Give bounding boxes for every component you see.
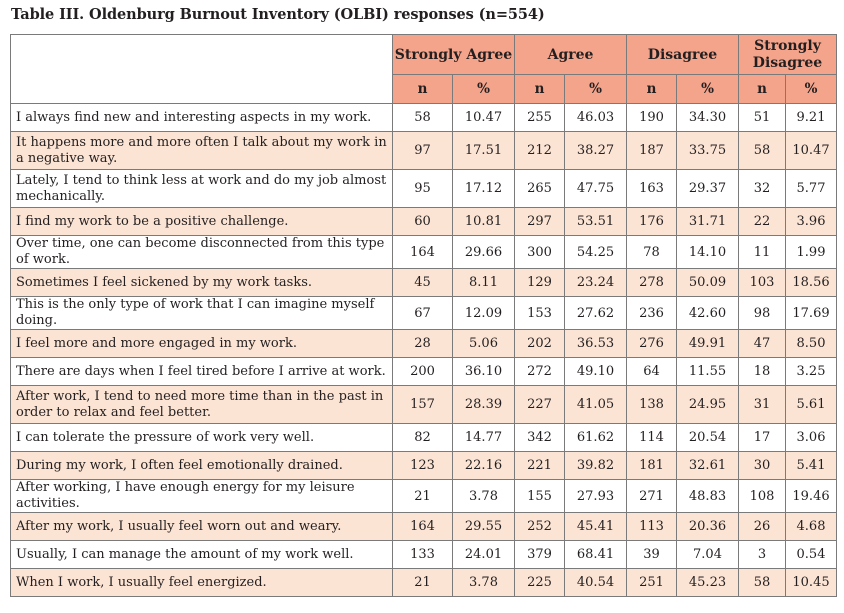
subheader-cell: % (677, 75, 739, 104)
percent-cell: 18.56 (786, 269, 837, 297)
item-label: Usually, I can manage the amount of my work well. (11, 541, 393, 569)
percent-cell: 29.37 (677, 170, 739, 208)
percent-cell: 45.41 (565, 513, 627, 541)
count-cell: 30 (739, 452, 786, 480)
item-label: After working, I have enough energy for my leisure activities. (11, 480, 393, 513)
subheader-cell: n (627, 75, 677, 104)
table-row (11, 386, 837, 424)
table-row (11, 330, 837, 358)
percent-cell: 38.27 (565, 132, 627, 170)
percent-cell: 46.03 (565, 104, 627, 132)
percent-cell: 28.39 (453, 386, 515, 424)
percent-cell: 7.04 (677, 541, 739, 569)
subheader-cell: n (739, 75, 786, 104)
count-cell: 271 (627, 480, 677, 513)
count-cell: 236 (627, 297, 677, 330)
percent-cell: 54.25 (565, 236, 627, 269)
count-cell: 153 (515, 297, 565, 330)
item-label: This is the only type of work that I can imagine myself doing. (11, 297, 393, 330)
percent-cell: 48.83 (677, 480, 739, 513)
count-cell: 95 (393, 170, 453, 208)
count-cell: 278 (627, 269, 677, 297)
count-cell: 187 (627, 132, 677, 170)
table-row (11, 358, 837, 386)
count-cell: 181 (627, 452, 677, 480)
header-agree: Agree (515, 35, 627, 75)
count-cell: 164 (393, 236, 453, 269)
olbi-table (10, 34, 837, 597)
percent-cell: 20.54 (677, 424, 739, 452)
count-cell: 190 (627, 104, 677, 132)
count-cell: 300 (515, 236, 565, 269)
table-row (11, 208, 837, 236)
count-cell: 265 (515, 170, 565, 208)
table-row (11, 170, 837, 208)
header-strongly-agree: Strongly Agree (393, 35, 515, 75)
count-cell: 164 (393, 513, 453, 541)
percent-cell: 45.23 (677, 569, 739, 597)
percent-cell: 47.75 (565, 170, 627, 208)
count-cell: 67 (393, 297, 453, 330)
percent-cell: 3.25 (786, 358, 837, 386)
count-cell: 82 (393, 424, 453, 452)
table-row (11, 104, 837, 132)
percent-cell: 14.10 (677, 236, 739, 269)
count-cell: 221 (515, 452, 565, 480)
percent-cell: 17.69 (786, 297, 837, 330)
count-cell: 108 (739, 480, 786, 513)
percent-cell: 5.06 (453, 330, 515, 358)
percent-cell: 49.91 (677, 330, 739, 358)
percent-cell: 22.16 (453, 452, 515, 480)
percent-cell: 61.62 (565, 424, 627, 452)
percent-cell: 32.61 (677, 452, 739, 480)
table-row (11, 269, 837, 297)
percent-cell: 24.95 (677, 386, 739, 424)
item-label: I find my work to be a positive challenge. (11, 208, 393, 236)
count-cell: 129 (515, 269, 565, 297)
item-label: Sometimes I feel sickened by my work tasks. (11, 269, 393, 297)
count-cell: 212 (515, 132, 565, 170)
percent-cell: 36.53 (565, 330, 627, 358)
count-cell: 252 (515, 513, 565, 541)
percent-cell: 1.99 (786, 236, 837, 269)
count-cell: 31 (739, 386, 786, 424)
count-cell: 176 (627, 208, 677, 236)
count-cell: 103 (739, 269, 786, 297)
item-label: Lately, I tend to think less at work and do my job almost mechanically. (11, 170, 393, 208)
subheader-cell: % (453, 75, 515, 104)
count-cell: 163 (627, 170, 677, 208)
percent-cell: 17.51 (453, 132, 515, 170)
percent-cell: 31.71 (677, 208, 739, 236)
count-cell: 26 (739, 513, 786, 541)
item-label: When I work, I usually feel energized. (11, 569, 393, 597)
subheader-cell: % (565, 75, 627, 104)
percent-cell: 29.66 (453, 236, 515, 269)
table-row (11, 569, 837, 597)
percent-cell: 5.61 (786, 386, 837, 424)
count-cell: 138 (627, 386, 677, 424)
percent-cell: 20.36 (677, 513, 739, 541)
percent-cell: 3.06 (786, 424, 837, 452)
count-cell: 227 (515, 386, 565, 424)
percent-cell: 5.41 (786, 452, 837, 480)
table-row (11, 236, 837, 269)
table-caption: Table III. Oldenburg Burnout Inventory (OLBI) responses (n=554) (11, 6, 545, 23)
table-row (11, 132, 837, 170)
count-cell: 18 (739, 358, 786, 386)
subheader-cell: n (393, 75, 453, 104)
count-cell: 21 (393, 480, 453, 513)
percent-cell: 41.05 (565, 386, 627, 424)
count-cell: 133 (393, 541, 453, 569)
percent-cell: 10.45 (786, 569, 837, 597)
percent-cell: 3.78 (453, 480, 515, 513)
count-cell: 60 (393, 208, 453, 236)
count-cell: 11 (739, 236, 786, 269)
percent-cell: 10.47 (786, 132, 837, 170)
count-cell: 98 (739, 297, 786, 330)
count-cell: 64 (627, 358, 677, 386)
count-cell: 342 (515, 424, 565, 452)
item-label: Over time, one can become disconnected from this type of work. (11, 236, 393, 269)
subheader-cell: % (786, 75, 837, 104)
percent-cell: 27.93 (565, 480, 627, 513)
count-cell: 32 (739, 170, 786, 208)
count-cell: 3 (739, 541, 786, 569)
percent-cell: 11.55 (677, 358, 739, 386)
count-cell: 51 (739, 104, 786, 132)
percent-cell: 34.30 (677, 104, 739, 132)
percent-cell: 39.82 (565, 452, 627, 480)
percent-cell: 5.77 (786, 170, 837, 208)
count-cell: 45 (393, 269, 453, 297)
percent-cell: 24.01 (453, 541, 515, 569)
count-cell: 157 (393, 386, 453, 424)
count-cell: 379 (515, 541, 565, 569)
count-cell: 28 (393, 330, 453, 358)
percent-cell: 3.78 (453, 569, 515, 597)
percent-cell: 8.50 (786, 330, 837, 358)
item-label: I feel more and more engaged in my work. (11, 330, 393, 358)
percent-cell: 29.55 (453, 513, 515, 541)
table-row (11, 424, 837, 452)
table-row (11, 541, 837, 569)
table-row (11, 297, 837, 330)
count-cell: 272 (515, 358, 565, 386)
item-label: During my work, I often feel emotionally drained. (11, 452, 393, 480)
item-label: I always find new and interesting aspects in my work. (11, 104, 393, 132)
percent-cell: 27.62 (565, 297, 627, 330)
percent-cell: 14.77 (453, 424, 515, 452)
count-cell: 39 (627, 541, 677, 569)
percent-cell: 3.96 (786, 208, 837, 236)
count-cell: 155 (515, 480, 565, 513)
table-row (11, 513, 837, 541)
count-cell: 225 (515, 569, 565, 597)
count-cell: 255 (515, 104, 565, 132)
count-cell: 113 (627, 513, 677, 541)
count-cell: 47 (739, 330, 786, 358)
count-cell: 202 (515, 330, 565, 358)
percent-cell: 10.81 (453, 208, 515, 236)
header-row-groups (11, 35, 837, 75)
percent-cell: 0.54 (786, 541, 837, 569)
count-cell: 114 (627, 424, 677, 452)
item-label: After my work, I usually feel worn out and weary. (11, 513, 393, 541)
item-label: It happens more and more often I talk about my work in a negative way. (11, 132, 393, 170)
count-cell: 97 (393, 132, 453, 170)
percent-cell: 8.11 (453, 269, 515, 297)
table-row (11, 480, 837, 513)
count-cell: 276 (627, 330, 677, 358)
header-strongly-disagree: Strongly Disagree (739, 35, 837, 75)
table-row (11, 452, 837, 480)
count-cell: 22 (739, 208, 786, 236)
item-label: I can tolerate the pressure of work very well. (11, 424, 393, 452)
header-item-cell (11, 35, 393, 104)
percent-cell: 40.54 (565, 569, 627, 597)
percent-cell: 50.09 (677, 269, 739, 297)
percent-cell: 9.21 (786, 104, 837, 132)
count-cell: 123 (393, 452, 453, 480)
table-body (11, 104, 837, 597)
count-cell: 17 (739, 424, 786, 452)
percent-cell: 4.68 (786, 513, 837, 541)
percent-cell: 36.10 (453, 358, 515, 386)
count-cell: 58 (393, 104, 453, 132)
percent-cell: 53.51 (565, 208, 627, 236)
percent-cell: 33.75 (677, 132, 739, 170)
count-cell: 21 (393, 569, 453, 597)
percent-cell: 12.09 (453, 297, 515, 330)
percent-cell: 42.60 (677, 297, 739, 330)
count-cell: 251 (627, 569, 677, 597)
subheader-cell: n (515, 75, 565, 104)
header-disagree: Disagree (627, 35, 739, 75)
count-cell: 78 (627, 236, 677, 269)
item-label: There are days when I feel tired before I arrive at work. (11, 358, 393, 386)
percent-cell: 23.24 (565, 269, 627, 297)
count-cell: 58 (739, 569, 786, 597)
percent-cell: 49.10 (565, 358, 627, 386)
count-cell: 297 (515, 208, 565, 236)
percent-cell: 19.46 (786, 480, 837, 513)
percent-cell: 17.12 (453, 170, 515, 208)
percent-cell: 68.41 (565, 541, 627, 569)
count-cell: 200 (393, 358, 453, 386)
item-label: After work, I tend to need more time than in the past in order to relax and feel better. (11, 386, 393, 424)
count-cell: 58 (739, 132, 786, 170)
percent-cell: 10.47 (453, 104, 515, 132)
